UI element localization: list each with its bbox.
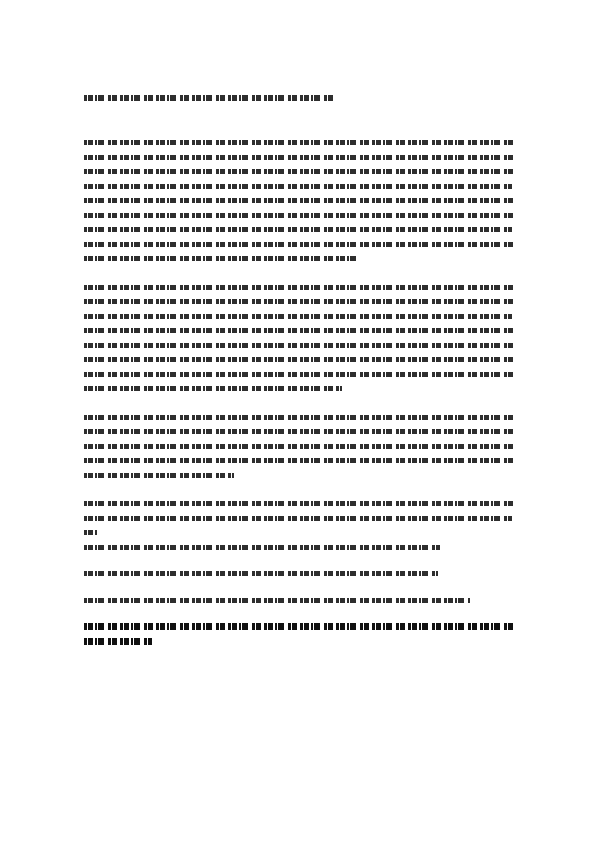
text-line [84, 252, 514, 267]
document-title [84, 92, 514, 106]
text-column [84, 92, 514, 661]
text-line [84, 382, 514, 397]
paragraph-6-text [84, 594, 514, 609]
text-line [84, 512, 514, 527]
text-line [84, 454, 514, 469]
text-line [84, 295, 514, 310]
paragraph-2 [84, 281, 514, 397]
text-line [84, 469, 514, 484]
text-line [84, 425, 514, 440]
paragraph-5 [84, 567, 514, 582]
text-line [84, 209, 514, 224]
text-line [84, 324, 514, 339]
paragraph-3 [84, 411, 514, 484]
text-line [84, 151, 514, 166]
paragraph-2-text [84, 281, 514, 296]
paragraph-6 [84, 594, 514, 609]
title-text [84, 92, 514, 107]
text-line [84, 223, 514, 238]
text-line [84, 310, 514, 325]
text-line [84, 180, 514, 195]
text-line [84, 339, 514, 354]
paragraph-5-text [84, 567, 514, 582]
text-line [84, 440, 514, 455]
paragraph-4-text [84, 497, 514, 512]
paragraph-3-text [84, 411, 514, 426]
text-line [84, 238, 514, 253]
paragraph-1-text [84, 136, 514, 151]
text-line [84, 368, 514, 383]
text-line [84, 541, 514, 556]
paragraph-7 [84, 620, 514, 649]
text-line [84, 353, 514, 368]
paragraph-7-text [84, 620, 514, 635]
text-line [84, 526, 514, 541]
paragraph-4 [84, 497, 514, 555]
text-line [84, 194, 514, 209]
text-line [84, 165, 514, 180]
text-line [84, 635, 514, 650]
paragraph-1 [84, 136, 514, 267]
